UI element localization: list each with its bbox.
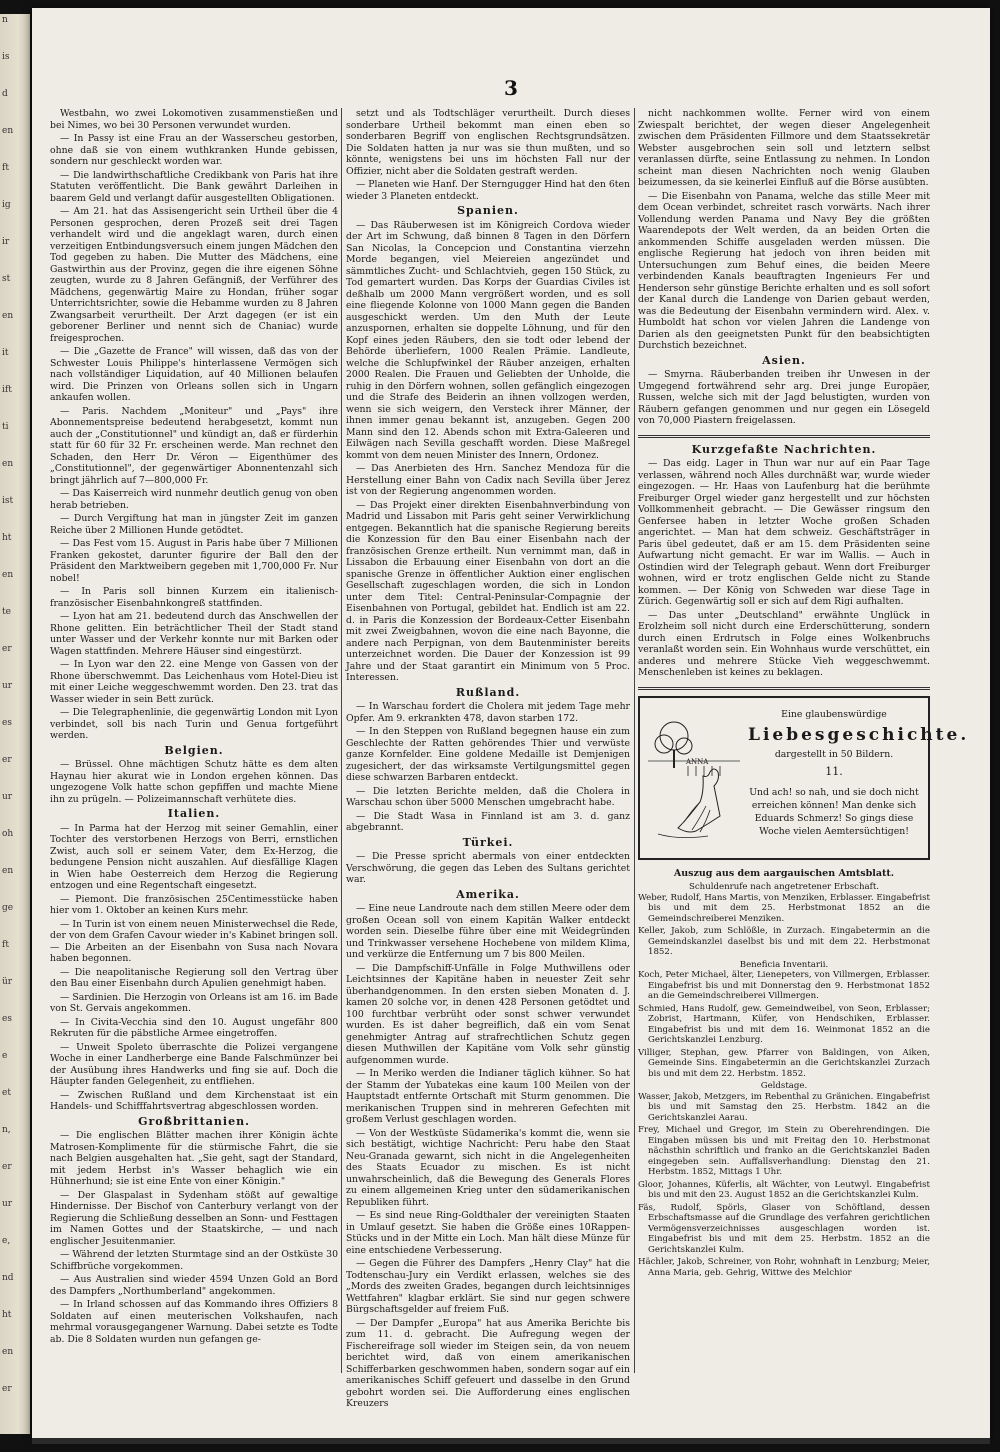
previous-page-fragment: ur [2, 1199, 13, 1209]
notice-entry: Keller, Jakob, zum Schlößle, in Zurzach. Eingabetermin an die Gemeindskanzlei daselbst bis und mit dem 22. Herbstmonat 1852. [638, 926, 930, 957]
previous-page-fragment: oh [2, 829, 14, 839]
column-1 [50, 108, 338, 1373]
illustration-sign: ANNA [686, 757, 709, 766]
article-paragraph: — In den Steppen von Rußland begegnen hause ein zum Geschlechte der Ratten gehörendes Thier und verwüste ganze Kornfelder. Eine goldene Medaille ist Demjenigen zugesichert, der das wirksamste Vertilgungsmittel gegen diese schwarzen Barbaren entdeckt. [346, 726, 630, 783]
article-paragraph: — Es sind neue Ring-Goldthaler der vereinigten Staaten in Umlauf gesetzt. Sie haben die Größe eines 10Rappen-Stücks und in der Mitte ein Loch. Man hält diese Münze für eine entschiedene Verbesserung. [346, 1210, 630, 1256]
previous-page-fragment: en [2, 459, 14, 469]
story-number: 11. [825, 764, 843, 778]
article-paragraph: — In Passy ist eine Frau an der Wasserscheu gestorben, ohne daß sie von einem wuthkranken Hunde gebissen, sondern nur geschleckt worden war. [50, 133, 338, 167]
column-rule [634, 108, 635, 1373]
previous-page-fragment: e [2, 1051, 8, 1061]
article-paragraph: — Sardinien. Die Herzogin von Orleans ist am 16. im Bade von St. Gervais angekommen. [50, 991, 338, 1014]
page-bottom-edge [32, 1438, 990, 1444]
article-paragraph: — Das unter „Deutschland" erwähnte Unglück in Erolzheim soll nicht durch eine Erderschütterung, sondern durch einen Erdrutsch in Folge eines Wolkenbruchs veranlaßt worden sein. Ein Wohnhaus wurde verschüttet, ein anderes und mehrere Stücke Vieh weggeschwemmt. Menschenleben ist keines zu beklagen. [638, 609, 930, 678]
section-heading-spanien: Spanien. [457, 204, 519, 217]
previous-page-fragment: ift [2, 385, 12, 395]
section-heading-russland: Rußland. [455, 685, 521, 699]
column-2 [346, 108, 630, 1409]
previous-page-fragment: en [2, 1347, 14, 1357]
article-paragraph: — In Meriko werden die Indianer täglich kühner. So hat der Stamm der Yubatekas eine kaum 100 Meilen von der Hauptstadt entfernte Ortschaft mit Sturm genommen. Die merikanischen Truppen sind in mehreren Gefechten mit großem Verlust geschlagen worden. [346, 1068, 630, 1125]
notice-entry: Gloor, Johannes, Küferlis, alt Wächter, von Leutwyl. Eingabefrist bis und mit den 23. August 1852 an die Gerichtskanzlei Kulm. [638, 1179, 930, 1200]
story-intro: Eine glaubenswürdige [781, 708, 887, 720]
article-paragraph: — Paris. Nachdem „Moniteur" und „Pays" ihre Abonnementspreise bedeutend herabgesetzt, kommt nun auch der „Constitutionnel" und kündigt an, daß er fürderhin statt für 60 für 32 Fr. erscheinen werde. Man rechnet den Schaden, den Herr Dr. Véron — Eigenthümer des „Constitutionnel", der gegenwärtiger Abonnentenzahl sich bringt jährlich auf 7—800,000 Fr. [50, 405, 338, 486]
notice-entry: Fäs, Rudolf, Spörls, Glaser von Schöftland, dessen Erbschaftsmasse auf die Grundlage des verfahren gerichtlichen Vermögensverzeichnisses ausgeschlagen worden ist. Eingabefrist bis und mit dem 25. Herbstm. 1852 an die Gerichtskanzlei Kulm. [638, 1202, 930, 1255]
article-paragraph: — Die Dampfschiff-Unfälle in Folge Muthwillens oder Leichtsinnes der Kapitäne haben in neuester Zeit sehr überhandgenommen. In den ersten sieben Monaten d. J. kamen 20 solche vor, in denen 428 Personen getödtet und 100 furchtbar verbrüht oder sonst schwer verwundet wurden. Es ist daher begreiflich, daß ein vom Senat genehmigter Antrag auf strafrechtlichen Schutz gegen diesen Muthwillen der Kapitäne vom Volk sehr günstig aufgenommen wurde. [346, 962, 630, 1066]
section-heading-grossbrittanien: Großbrittanien. [138, 1114, 250, 1128]
previous-page-fragment: st [2, 274, 11, 284]
previous-page-fragment: er [2, 1384, 12, 1394]
story-title: Liebesgeschichte. [748, 724, 970, 745]
previous-page-fragment: en [2, 570, 14, 580]
page-number: 3 [504, 76, 518, 100]
subheading-beneficia: Beneficia Inventarii. [739, 959, 829, 970]
previous-page-fragment: er [2, 755, 12, 765]
article-paragraph: — In Parma hat der Herzog mit seiner Gemahlin, einer Tochter des verstorbenen Herzogs von Berri, ernstlichen Zwist, auch soll er seinem Vater, dem Ex-Herzog, die bedungene Pension nicht auszahlen. Auf diesfällige Klagen in Wien habe Oesterreich dem Herzog die Regierung entzogen und eine Regentschaft eingesetzt. [50, 822, 338, 891]
article-paragraph: — Zwischen Rußland und dem Kirchenstaat ist ein Handels- und Schifffahrtsvertrag abgeschlossen worden. [50, 1089, 338, 1112]
previous-page-fragment: ht [2, 533, 12, 543]
previous-page-fragment: ig [2, 200, 11, 210]
subheading-geldstage: Geldstage. [760, 1081, 808, 1091]
previous-page-fragment: ür [2, 977, 13, 987]
article-paragraph: — Die Stadt Wasa in Finnland ist am 3. d. ganz abgebrannt. [346, 810, 630, 833]
article-paragraph: — Der Glaspalast in Sydenham stößt auf gewaltige Hindernisse. Der Bischof von Canterbury verlangt von der Regierung die Schließung desselben an Sonn- und Festtagen im Namen Gottes und der Staatskirche, — und nach englischer Jesuitenmanier. [50, 1189, 338, 1247]
illustration-woman-tree [648, 706, 740, 848]
article-paragraph: — Das Projekt einer direkten Eisenbahnverbindung von Madrid und Lissabon mit Paris geht seiner Verwirklichung entgegen. Bekanntlich hat die spanische Regierung bereits die Konzession für den Bau einer Eisenbahn nach der französischen Grenze ertheilt. Nun vernimmt man, daß in Lissabon die Erbauung einer Eisenbahn von dort an die spanische Grenze in öffentlicher Auktion einer englischen Gesellschaft zugeschlagen worden, die sich in London unter dem Titel: Central-Peninsular-Compagnie der Eisenbahnen von Portugal, gebildet hat. Endlich ist am 22. d. in Paris die Konzession der Bordeaux-Cetter Eisenbahn mit zwei Zweigbahnen, wovon die eine nach Bayonne, die andere nach Perpignan, von dem Bautenminister bereits unterzeichnet worden. Die Dauer der Konzession ist 99 Jahre und der Staat garantirt ein Minimum von 5 Proc. Interessen. [346, 499, 630, 683]
previous-page-fragment: ir [2, 237, 10, 247]
previous-page-fragment: en [2, 126, 14, 136]
previous-page-fragment: nd [2, 1273, 14, 1283]
previous-page-fragment: n, [2, 1125, 11, 1135]
article-paragraph: — Am 21. hat das Assisengericht sein Urtheil über die 4 Personen gesprochen, deren Prozeß seit drei Tagen verhandelt wird und die angeklagt waren, durch einen verzeitigen Entbindungsversuch einem jungen Mädchen den Tod gegeben zu haben. Die Mutter des Mädchens, eine Gastwirthin aus der Provinz, gegen die ihre eigenen Söhne zeugten, wurde zu 8 Jahren Gefängniß, der Verführer des Mädchens, gegenwärtig Maire zu Hondan, früher sogar Unterrichtsrichter, sowie die Hebamme wurden zu 8 Jahren Zwangsarbeit verurtheilt. Der Arzt dagegen (er ist ein geborener Berliner und nennt sich de Chaniac) wurde freigesprochen. [50, 206, 338, 344]
article-paragraph: — Der Dampfer „Europa" hat aus Amerika Berichte bis zum 11. d. gebracht. Die Aufregung wegen der Fischereifrage soll wieder im Steigen sein, da von neuem berichtet wird, daß von einem amerikanischen Schifferbarken geschwommen haben, sondern sogar auf ein amerikanisches Schiff gefeuert und dasselbe in den Grund gebohrt worden sei. Die Aufforderung eines englischen Kreuzers [346, 1317, 630, 1409]
previous-page-fragment: et [2, 1088, 11, 1098]
section-heading-kurzgefasste: Kurzgefaßte Nachrichten. [691, 442, 877, 456]
notice-entry: Hächler, Jakob, Schreiner, von Rohr, wohnhaft in Lenzburg; Meier, Anna Maria, geb. Gehrig, Wittwe des Melchior [638, 1257, 930, 1278]
article-paragraph: — Das Fest vom 15. August in Paris habe über 7 Millionen Franken gekostet, darunter figurire der Ball den der Präsident den Marktweibern gegeben mit 1,700,000 Fr. Nur nobel! [50, 538, 338, 584]
article-paragraph: — Die Eisenbahn von Panama, welche das stille Meer mit dem Ocean verbindet, schreitet rasch vorwärts. Nach ihrer Vollendung werden Panama und Navy Bey die größten Waarendepots der Welt werden, da an beiden Orten die ankommenden Schiffe ausgeladen werden müssen. Die englische Regierung hat jedoch von ihren beiden mit Untersuchungen zum Behuf eines, die beiden Meere verbindenden Kanals beauftragten Ingenieurs Fer und Henderson sehr günstige Berichte erhalten und es soll sofort der Kanal durch die Landenge von Darien gebaut werden, was die Bedeutung der Eisenbahn vermindern wird. Alex. v. Humboldt hat schon vor vielen Jahren die Landenge von Darien als den geeignetsten Punkt für den beabsichtigten Durchstich bezeichnet. [638, 190, 930, 351]
illustrated-story-box [638, 696, 970, 860]
article-paragraph: — In Paris soll binnen Kurzem ein italienisch-französischer Eisenbahnkongreß stattfinden. [50, 586, 338, 609]
notice-entry: Schmied, Hans Rudolf, gew. Gemeindweibel, von Seon, Erblasser; Zobrist, Hartmann, Küfer, von Hendschiken, Erblasser. Eingabefrist bis und mit dem 16. Weinmonat 1852 an die Gerichtskanzlei Lenzburg. [638, 1003, 930, 1045]
previous-page-fragment: en [2, 866, 14, 876]
previous-page-fragment: d [2, 89, 8, 99]
section-heading-italien: Italien. [167, 807, 221, 820]
article-paragraph: — Die „Gazette de France" will wissen, daß das von der Schwester Louis Philippe's hinterlassene Vermögen sich nach vollständiger Liquidation, auf 40 Millionen belaufen wird. Die Prinzen von Orleans sollen sich in Ungarn ankaufen wollen. [50, 346, 338, 403]
notice-entry: Villiger, Stephan, gew. Pfarrer von Baldingen, von Aiken, Gemeinde Sins. Eingabetermin an die Gerichtskanzlei Zurzach bis und mit dem 22. Herbstm. 1852. [638, 1047, 930, 1079]
previous-page-fragment: ist [2, 496, 14, 506]
article-paragraph: — Das Kaiserreich wird nunmehr deutlich genug von oben herab betrieben. [50, 488, 338, 511]
article-paragraph: setzt und als Todtschläger verurtheilt. Durch dieses sonderbare Urtheil bekommt man einen eben so sonderbaren Begriff von englischen Rechtsgrundsätzen. Die Soldaten hatten ja nur was sie thun mußten, und so könnte, wenigstens bei uns im höchsten Fall nur der Offizier, nicht aber die Soldaten gestraft werden. [346, 108, 630, 177]
subheading-schuldenrufe: Schuldenrufe nach angetretener Erbschaft. [688, 882, 880, 892]
notice-entry: Frey, Michael und Gregor, im Stein zu Oberehrendingen. Die Eingaben müssen bis und mit Freitag den 10. Herbstmonat nächsthin schriftlich und franko an die Gerichtskanzlei Baden eingegeben sein. Auffallsverhandlung: Dienstag den 21. Herbstm. 1852, Mittags 1 Uhr. [638, 1125, 930, 1177]
article-paragraph: — Die Telegraphenlinie, die gegenwärtig London mit Lyon verbindet, soll bis nach Turin und Genua fortgeführt werden. [50, 707, 338, 741]
article-paragraph: — Lyon hat am 21. bedeutend durch das Anschwellen der Rhone gelitten. Ein beträchtlicher Theil der Stadt stand unter Wasser und der Verkehr konnte nur mit Barken oder Wagen stattfinden. Mehrere Häuser sind eingestürzt. [50, 611, 338, 657]
article-paragraph: — In Warschau fordert die Cholera mit jedem Tage mehr Opfer. Am 9. erkrankten 478, davon starben 172. [346, 701, 630, 724]
section-heading-tuerkei: Türkei. [462, 835, 514, 849]
notice-entry: Wasser, Jakob, Metzgers, im Rebenthal zu Gränichen. Eingabefrist bis und mit Samstag den 25. Herbstm. 1842 an die Gerichtskanzlei Aarau. [638, 1091, 930, 1123]
article-paragraph: — Smyrna. Räuberbanden treiben ihr Unwesen in der Umgegend fortwährend sehr arg. Drei junge Europäer, Russen, welche sich mit der Jagd belustigten, wurden von Räubern gefangen genommen und nur gegen ein Lösegeld von 70,000 Piastern freigelassen. [638, 369, 930, 426]
article-paragraph: — Das Anerbieten des Hrn. Sanchez Mendoza für die Herstellung einer Bahn von Cadix nach Sevilla über Jerez ist von der Regierung angenommen worden. [346, 463, 630, 497]
previous-page-fragment: ft [2, 163, 9, 173]
article-paragraph: — Brüssel. Ohne mächtigen Schutz hätte es dem alten Haynau hier akurat wie in London ergehen können. Das ungezogene Volk hatte schon gepfiffen und machte Miene ihn zu prügeln. — Polizeimannschaft verhütete dies. [50, 759, 338, 805]
article-paragraph: — In Turin ist von einem neuen Ministerwechsel die Rede, der von dem Grafen Cavour wieder in's Kabinet bringen soll. — Die Arbeiten an der Eisenbahn von Susa nach Novara haben begonnen. [50, 918, 338, 964]
article-paragraph: — Die landwirthschaftliche Credikbank von Paris hat ihre Statuten veröffentlicht. Die Bank gewährt Darleihen in baarem Geld und verlangt dafür ausgestellten Obligationen. [50, 169, 338, 204]
section-heading-amerika: Amerika. [456, 887, 520, 901]
article-paragraph: — Eine neue Landroute nach dem stillen Meere oder dem großen Ocean soll von einem Kapitän Walker entdeckt worden sein. Dieselbe führe über eine mit Weidegründen und Trinkwasser versehene Hochebene von mildem Klima, und verkürze die Entfernung um 7 bis 800 Meilen. [346, 903, 630, 960]
article-paragraph: — Die Presse spricht abermals von einer entdeckten Verschwörung, die gegen das Leben des Sultans gerichtet war. [346, 851, 630, 885]
article-paragraph: — Die letzten Berichte melden, daß die Cholera in Warschau schon über 5000 Menschen umgebracht habe. [346, 785, 630, 808]
notice-entry: Weber, Rudolf, Hans Martis, von Menziken, Erblasser. Eingabefrist bis und mit dem 25. Herbstmonat 1852 an die Gemeindschreiberei Menziken. [638, 892, 930, 924]
previous-page-fragment: es [2, 718, 12, 728]
article-paragraph: — Durch Vergiftung hat man in jüngster Zeit im ganzen Reiche über 2 Millionen Hunde getödtet. [50, 513, 338, 536]
article-paragraph: nicht nachkommen wollte. Ferner wird von einem Zwiespalt berichtet, der wegen dieser Angelegenheit zwischen dem Präsidenten Fillmore und dem Staatssekretär Webster ausgebrochen sein soll und letztern selbst veranlassen dürfte, seine Entlassung zu nehmen. In London scheint man diesen Nachrichten noch wenig Glauben beizumessen, da sie keinerlei Einfluß auf die Börse ausübten. [638, 108, 930, 188]
article-paragraph: — Während der letzten Sturmtage sind an der Ostküste 30 Schiffbrüche vorgekommen. [50, 1249, 338, 1272]
previous-page-fragment: es [2, 1014, 12, 1024]
previous-page-fragment: it [2, 348, 9, 358]
newspaper-page [32, 8, 990, 1438]
article-paragraph: — Von der Westküste Südamerika's kommt die, wenn sie sich bestätigt, wichtige Nachricht: Peru habe den Staat Neu-Granada gewarnt, sich nicht in die Angelegenheiten des Staats Ecuador zu mischen. Es ist nicht unwahrscheinlich, daß die Bewegung des Generals Flores zu einem allgemeinen Krieg unter den südamerikanischen Republiken führt. [346, 1127, 630, 1208]
article-paragraph: — Piemont. Die französischen 25Centimesstücke haben hier vom 1. Oktober an keinen Kurs mehr. [50, 893, 338, 916]
article-paragraph: — Aus Australien sind wieder 4594 Unzen Gold an Bord des Dampfers „Northumberland" angekommen. [50, 1274, 338, 1297]
column-rule [341, 108, 342, 1373]
article-paragraph: — In Lyon war den 22. eine Menge von Gassen von der Rhone überschwemmt. Das Leichenhaus vom Hotel-Dieu ist mit einer Leiche weggeschwemmt worden. Den 23. trat das Wasser wieder in sein Bett zurück. [50, 659, 338, 705]
previous-page-fragment: is [2, 52, 10, 62]
section-heading-amtsblatt: Auszug aus dem aargauischen Amtsblatt. [673, 867, 895, 879]
previous-page-fragment: n [2, 15, 8, 25]
previous-page-fragment: ur [2, 681, 13, 691]
previous-page-fragment: en [2, 311, 14, 321]
story-subtitle: dargestellt in 50 Bildern. [774, 748, 894, 760]
article-paragraph: — In Irland schossen auf das Kommando ihres Offiziers 8 Soldaten auf einen meuterischen Volkshaufen, nach mehrmal vorausgegangener Warnung. Dabei setzte es Todte ab. Die 8 Soldaten wurden nun gefangen ge- [50, 1299, 338, 1345]
previous-page-fragment: te [2, 607, 11, 617]
previous-page-fragment: ti [2, 422, 9, 432]
previous-page-fragment: er [2, 1162, 12, 1172]
section-divider [638, 687, 930, 690]
article-paragraph: — Gegen die Führer des Dampfers „Henry Clay" hat die Todtenschau-Jury ein Verdikt erlassen, welches sie des „Mords des zweiten Grades, begangen durch leichtsinniges Wettfahren" klagbar erklärt. Sie sind nur gegen schwere Bürgschaftsgelder auf freiem Fuß. [346, 1258, 630, 1315]
article-paragraph: — Das Räuberwesen ist im Königreich Cordova wieder der Art im Schwung, daß binnen 8 Tagen in den Dörfern San Nicolas, la Concepcion und Constantina vierzehn Morde begangen, viel Meiereien angezündet und sämmtliches Zucht- und Schlachtvieh, gegen 150 Stück, zu Tod gemartert wurden. Das Korps der Guardias Civiles ist deßhalb um 2000 Mann vergrößert worden, und es soll eine fliegende Kolonne von 1000 Mann gegen die Banden ausgeschickt werden. Um den Muth der Leute anzuspornen, erhalten sie doppelte Löhnung, und für den Kopf eines jeden Räubers, den sie todt oder lebend der Behörde überliefern, 1000 Realen Prämie. Landleute, welche die Schlupfwinkel der Räuber anzeigen, erhalten 2000 Realen. Die Frauen und Geliebten der Unholde, die ruhig in den Dörfern wohnen, sollen gefänglich eingezogen und die Strafe des Beiderin an ihnen vollzogen werden, wenn sie sich weigern, den Versteck ihrer Männer, der ihnen immer genau bekannt ist, anzugeben. Gegen 200 Mann sind den 12. Abends schon mit Extra-Galeeren und Eilwägen nach Sevilla geschafft worden. Diese Maßregel kommt von dem neuen Minister des Innern, Ordonez. [346, 219, 630, 461]
article-paragraph: — Die neapolitanische Regierung soll den Vertrag über den Bau einer Eisenbahn durch Apulien genehmigt haben. [50, 966, 338, 989]
previous-page-fragment: ft [2, 940, 9, 950]
previous-page-text [2, 14, 24, 1420]
previous-page-fragment: e, [2, 1236, 11, 1246]
column-3 [638, 108, 970, 1373]
story-text: Und ach! so nah, und sie doch nicht erreichen können! Man denke sich Eduards Schmerz! So gings diese Woche vielen Aemtersüchtigen! [749, 786, 919, 837]
previous-page-fragment: er [2, 644, 12, 654]
previous-page-edge [0, 14, 30, 1434]
previous-page-fragment: ur [2, 792, 13, 802]
section-heading-asien: Asien. [762, 353, 806, 367]
previous-page-fragment: ge [2, 903, 14, 913]
article-paragraph: Westbahn, wo zwei Lokomotiven zusammenstießen und bei Nimes, wo bei 30 Personen verwundet wurden. [50, 108, 338, 131]
notice-entry: Koch, Peter Michael, älter, Lienepeters, von Villmergen, Erblasser. Eingabefrist bis und mit Donnerstag den 9. Herbstmonat 1852 an die Gemeindschreiberei Villmergen. [638, 970, 930, 1001]
article-paragraph: — Die englischen Blätter machen ihrer Königin ächte Matrosen-Komplimente für die stürmische Fahrt, die sie nach Belgien ausgehalten hat. „Sie geht, sagt der Standard, mit jedem Herbst in's Wasser behaglich wie ein Hühnerhund; sie ist eine Ente von einer Königin." [50, 1130, 338, 1187]
section-divider [638, 435, 930, 438]
article-paragraph: — Das eidg. Lager in Thun war nur auf ein Paar Tage verlassen, während noch Alles durchnäßt war, wurde wieder eingezogen. — Hr. Haas von Laufenburg hat die berühmte Freiburger Orgel wieder ganz hergestellt und zur höchsten Vollkommenheit gebracht. — Die Gewässer ringsum den Genfersee haben in letzter Woche großen Schaden angerichtet. — Man hat dem schweiz. Geschäftsträger in Paris übel gedeutet, daß er am 15. dem Präsidenten seine Aufwartung nicht gemacht. Er war im Wallis. — Auch in Ostindien wird der Telegraph gebaut. Wenn dort Freiburger wohnen, wird er trotz englischen Gelde nicht zu Stande kommen. — Der König von Schweden war diese Tage in Zürich. Gegenwärtig soll er sich auf dem Rigi aufhalten. [638, 458, 930, 607]
section-heading-belgien: Belgien. [164, 743, 224, 757]
article-paragraph: — Unweit Spoleto überraschte die Polizei vergangene Woche in einer Landherberge eine Bande Falschmünzer bei der Ausübung ihres Handwerks und fing sie auf. Doch die Häupter fanden Gelegenheit, zu entfliehen. [50, 1041, 338, 1087]
article-paragraph: — Planeten wie Hanf. Der Sterngugger Hind hat den 6ten wieder 3 Planeten entdeckt. [346, 179, 630, 202]
previous-page-fragment: ht [2, 1310, 12, 1320]
article-paragraph: — In Civita-Vecchia sind den 10. August ungefähr 800 Rekruten für die päbstliche Armee eingetroffen. [50, 1016, 338, 1039]
